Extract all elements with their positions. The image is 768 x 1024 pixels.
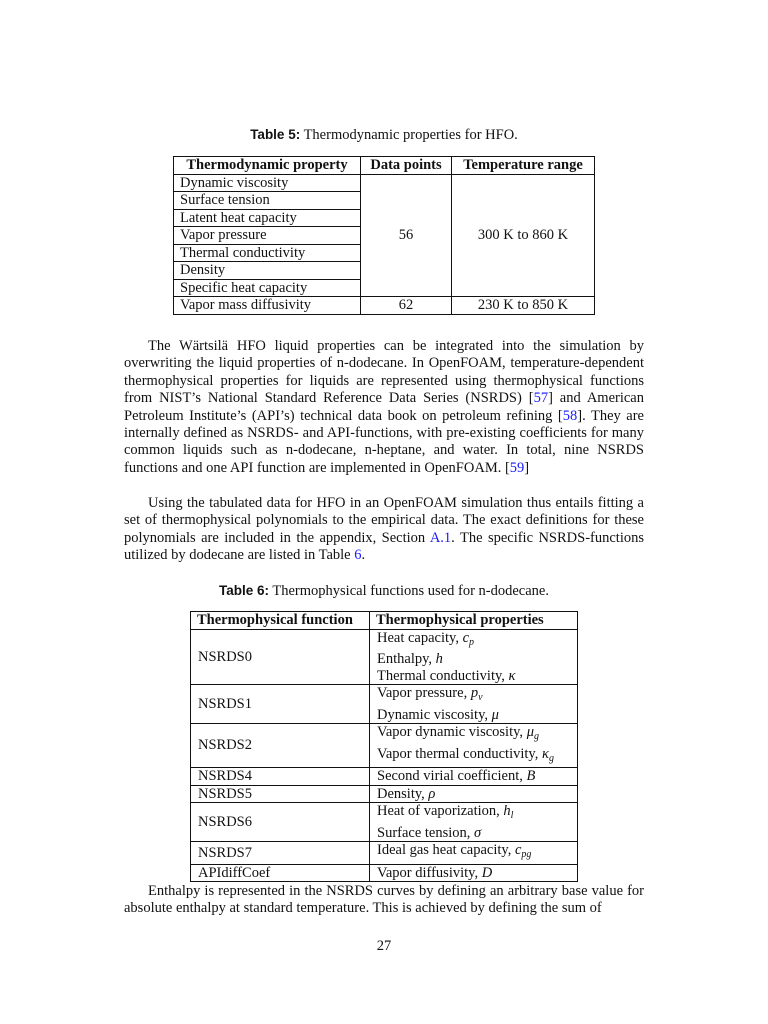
table-5 <box>173 156 595 315</box>
page-number: 27 <box>376 938 392 954</box>
citation-link[interactable]: 59 <box>509 459 525 476</box>
table-cell: Vapor mass diffusivity <box>174 297 361 315</box>
properties-cell <box>370 768 578 786</box>
paragraph-3 <box>124 883 644 918</box>
properties-cell <box>370 785 578 803</box>
table-5-caption-text: Thermodynamic properties for HFO. <box>303 127 518 143</box>
subscript: g <box>548 752 554 764</box>
table-cell-data-points: 56 <box>361 174 452 297</box>
function-name: NSRDS1 <box>191 685 370 724</box>
paragraph-text: Enthalpy is represented in the NSRDS curves by defining an arbitrary base value for absolute enthalpy at standard temperature. This is achieved by defining the sum of <box>124 883 644 917</box>
symbol: c <box>514 842 522 858</box>
symbol: σ <box>474 824 482 841</box>
table-row <box>191 864 578 882</box>
subscript: v <box>478 692 483 703</box>
paragraph-2 <box>124 495 644 565</box>
table-row <box>174 174 595 192</box>
symbol: D <box>481 864 493 881</box>
property-text: Second virial coefficient, <box>377 768 527 784</box>
paragraph-text: Using the tabulated data for HFO in an OpenFOAM simulation thus entails fitting a set of thermophysical polynomials to the empirical data. The exact definitions for these polynomials are included in the appendix, Section <box>124 495 644 546</box>
symbol: c <box>462 629 470 646</box>
property-text: Vapor pressure, <box>377 685 471 701</box>
function-name: NSRDS4 <box>191 768 370 786</box>
property-text: Thermal conductivity, <box>377 667 509 684</box>
properties-cell <box>370 842 578 865</box>
citation-link[interactable]: 57 <box>533 390 549 407</box>
symbol: ρ <box>428 785 436 802</box>
section-link[interactable]: A.1 <box>429 529 452 546</box>
table-6-header-row <box>191 612 578 630</box>
table-row <box>191 785 578 803</box>
table-row <box>191 685 578 724</box>
property-text: Density, <box>377 785 429 802</box>
function-name: NSRDS2 <box>191 724 370 768</box>
symbol: κ <box>541 745 549 762</box>
table-link[interactable]: 6 <box>354 547 362 564</box>
table-6 <box>190 611 578 882</box>
table-5-header-row <box>174 157 595 175</box>
table-cell: Latent heat capacity <box>174 209 361 227</box>
property-text: Vapor diffusivity, <box>377 864 482 881</box>
paragraph-text: ] and American Petroleum Institute’s (API’s) technical data book on petroleum refining [ <box>124 390 644 424</box>
subscript: pg <box>521 849 532 860</box>
table-row <box>191 768 578 786</box>
table-row <box>191 629 578 685</box>
table-6-header: Thermophysical properties <box>370 612 578 630</box>
properties-cell <box>370 685 578 724</box>
symbol: B <box>526 768 536 784</box>
paragraph-text: ]. They are internally defined as NSRDS- and API-functions, with pre-existing coefficients for many common liquids such as n-dodecane, n-heptane, and water. In total, nine NSRDS functions and one API function are implemented in OpenFOAM. [ <box>124 407 644 476</box>
symbol: μ <box>526 724 534 740</box>
paragraph-text: The Wärtsilä HFO liquid properties can be integrated into the simulation by overwriting the liquid properties of n-dodecane. In OpenFOAM, temperature-dependent thermophysical properties for liquids are represented using thermophysical functions from NIST’s National Standard Reference Data Series (NSRDS) [ <box>124 338 644 407</box>
function-name: NSRDS5 <box>191 785 370 803</box>
property-text: Ideal gas heat capacity, <box>377 842 515 858</box>
property-text: Heat of vaporization, <box>377 803 504 819</box>
properties-cell <box>370 724 578 768</box>
property-text: Dynamic viscosity, <box>377 706 492 723</box>
table-cell: Thermal conductivity <box>174 244 361 262</box>
property-text: Surface tension, <box>377 824 475 841</box>
table-6-caption-text: Thermophysical functions used for n-dodecane. <box>272 583 549 599</box>
symbol: h <box>435 651 443 667</box>
paragraph-text: . The specific NSRDS-functions utilized by dodecane are listed in Table <box>124 529 644 564</box>
table-cell: Specific heat capacity <box>174 279 361 297</box>
properties-cell <box>370 864 578 882</box>
table-cell: 62 <box>361 297 452 315</box>
function-name: APIdiffCoef <box>191 864 370 882</box>
table-cell: Surface tension <box>174 192 361 210</box>
properties-cell <box>370 629 578 685</box>
table-5-header: Temperature range <box>452 157 595 175</box>
table-cell: Dynamic viscosity <box>174 174 361 192</box>
property-text: Enthalpy, <box>377 651 436 667</box>
paragraph-text: ] <box>524 459 530 476</box>
property-text: Vapor dynamic viscosity, <box>377 724 527 740</box>
table-row <box>174 297 595 315</box>
function-name: NSRDS0 <box>191 629 370 685</box>
subscript: l <box>510 810 514 821</box>
properties-cell <box>370 803 578 842</box>
table-6-label: Table 6: <box>218 583 269 598</box>
paragraph-1 <box>124 338 644 477</box>
symbol: μ <box>491 706 499 723</box>
subscript: g <box>533 731 539 742</box>
table-6-header: Thermophysical function <box>191 612 370 630</box>
table-row <box>191 803 578 842</box>
table-row <box>191 842 578 865</box>
table-row <box>191 724 578 768</box>
citation-link[interactable]: 58 <box>562 407 578 424</box>
property-text: Heat capacity, <box>377 629 463 646</box>
paragraph-text: . <box>361 547 366 564</box>
symbol: κ <box>508 667 516 684</box>
table-6-caption <box>0 582 768 600</box>
table-cell: Vapor pressure <box>174 227 361 245</box>
table-cell: Density <box>174 262 361 280</box>
table-cell-temperature-range: 300 K to 860 K <box>452 174 595 297</box>
function-name: NSRDS7 <box>191 842 370 865</box>
subscript: p <box>469 636 475 648</box>
symbol: p <box>470 685 479 701</box>
property-text: Vapor thermal conductivity, <box>377 745 542 762</box>
table-5-header: Thermodynamic property <box>174 157 361 175</box>
symbol: h <box>503 803 511 819</box>
table-5-header: Data points <box>361 157 452 175</box>
function-name: NSRDS6 <box>191 803 370 842</box>
table-cell: 230 K to 850 K <box>452 297 595 315</box>
table-5-label: Table 5: <box>250 127 301 142</box>
table-5-caption <box>0 126 768 144</box>
